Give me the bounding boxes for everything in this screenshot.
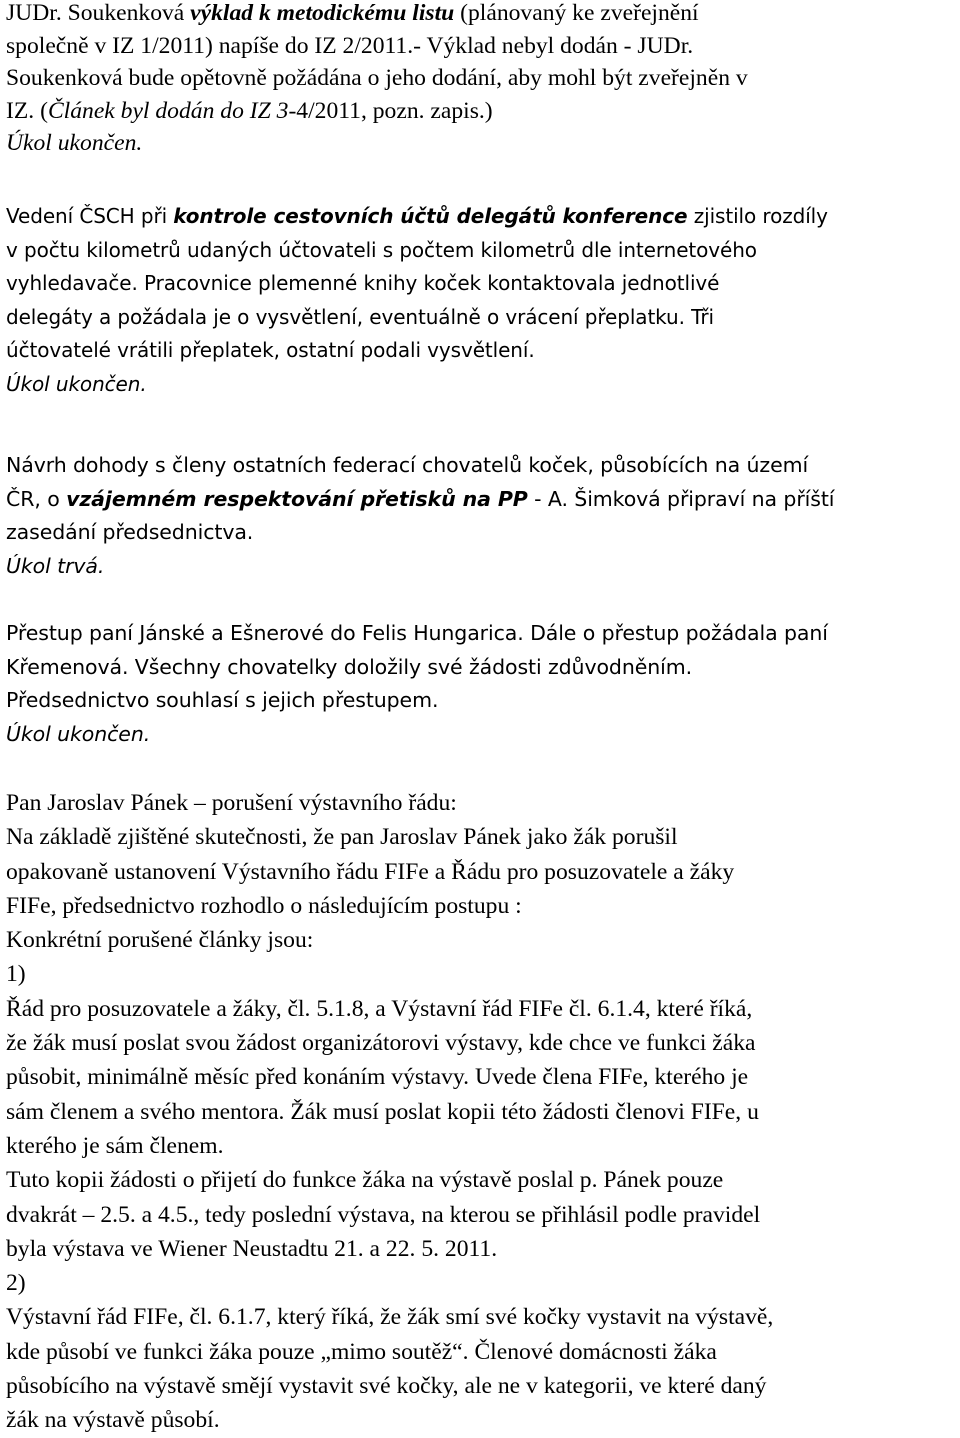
task-status: Úkol ukončen. bbox=[6, 721, 151, 746]
text-line: 1) bbox=[6, 961, 26, 988]
text-line bbox=[6, 95, 958, 128]
text-run: - A. Šimková připraví na příští bbox=[527, 486, 835, 511]
paragraph-travel-accounts bbox=[6, 200, 958, 401]
text-run: IZ. ( bbox=[6, 97, 48, 124]
emphasis-text: kontrole cestovních účtů delegátů konference bbox=[173, 204, 688, 228]
task-status: Úkol ukončen. bbox=[6, 130, 143, 156]
text-line: dvakrát – 2.5. a 4.5., tedy poslední výstava, na kterou se přihlásil podle pravidel bbox=[6, 1201, 761, 1228]
task-status: Úkol trvá. bbox=[6, 553, 105, 578]
text-line: Konkrétní porušené články jsou: bbox=[6, 927, 314, 954]
text-line: žák na výstavě působí. bbox=[6, 1407, 220, 1434]
text-line: FIFe, předsednictvo rozhodlo o následujícím postupu : bbox=[6, 892, 522, 919]
text-run: (plánovaný ke zveřejnění bbox=[454, 0, 699, 26]
text-line: sám členem a svého mentora. Žák musí poslat kopii této žádosti členovi FIFe, u bbox=[6, 1098, 759, 1125]
text-line: kde působí ve funkci žáka pouze „mimo soutěž“. Členové domácnosti žáka bbox=[6, 1338, 717, 1365]
text-run: JUDr. Soukenková bbox=[6, 0, 191, 26]
text-line: opakovaně ustanovení Výstavního řádu FIFe a Řádu pro posuzovatele a žáky bbox=[6, 858, 735, 885]
text-line: působit, minimálně měsíc před konáním výstavy. Uvede člena FIFe, kterého je bbox=[6, 1064, 749, 1091]
text-line: účtovatelé vrátili přeplatek, ostatní podali vysvětlení. bbox=[6, 338, 535, 362]
text-line: Tuto kopii žádosti o přijetí do funkce žáka na výstavě poslal p. Pánek pouze bbox=[6, 1167, 724, 1194]
emphasis-text: vzájemném respektování přetisků na PP bbox=[66, 486, 528, 511]
paragraph-transfer bbox=[6, 617, 958, 751]
text-line: delegáty a požádala je o vysvětlení, eventuálně o vrácení přeplatku. Tři bbox=[6, 304, 714, 329]
text-line: Řád pro posuzovatele a žáky, čl. 5.1.8, a Výstavní řád FIFe čl. 6.1.4, které říká, bbox=[6, 995, 753, 1022]
text-line: Předsednictvo souhlasí s jejich přestupem. bbox=[6, 688, 439, 712]
text-line: zasedání předsednictva. bbox=[6, 520, 254, 544]
text-run: Vedení ČSCH při bbox=[6, 204, 174, 228]
text-line: vyhledavače. Pracovnice plemenné knihy koček kontaktovala jednotlivé bbox=[6, 271, 720, 295]
text-line: v počtu kilometrů udaných účtovateli s počtem kilometrů dle internetového bbox=[6, 237, 757, 262]
task-status: Úkol ukončen. bbox=[6, 371, 147, 396]
text-line: byla výstava ve Wiener Neustadtu 21. a 22. 5. 2011. bbox=[6, 1235, 498, 1262]
text-run: ČR, o bbox=[6, 486, 67, 511]
text-line: Výstavní řád FIFe, čl. 6.1.7, který říká, že žák smí své kočky vystavit na výstavě, bbox=[6, 1304, 774, 1331]
text-line: působícího na výstavě smějí vystavit své kočky, ale ne v kategorii, ve které daný bbox=[6, 1373, 767, 1400]
text-line: kterého je sám členem. bbox=[6, 1132, 224, 1159]
text-line bbox=[6, 200, 958, 234]
text-line: společně v IZ 1/2011) napíše do IZ 2/2011.- Výklad nebyl dodán - JUDr. bbox=[6, 32, 694, 59]
text-run: -4/2011, pozn. zapis.) bbox=[288, 97, 493, 124]
paragraph-federation-agreement bbox=[6, 449, 958, 583]
italic-text: Článek byl dodán do IZ 3 bbox=[47, 97, 289, 124]
text-line: Pan Jaroslav Pánek – porušení výstavního řádu: bbox=[6, 790, 457, 816]
text-line bbox=[6, 0, 958, 30]
text-run: zjistilo rozdíly bbox=[687, 204, 828, 228]
text-line: Soukenková bude opětovně požádána o jeho dodání, aby mohl být zveřejněn v bbox=[6, 65, 748, 91]
text-line: Křemenová. Všechny chovatelky doložily své žádosti zdůvodněním. bbox=[6, 654, 693, 679]
text-line: 2) bbox=[6, 1270, 26, 1297]
text-line: Přestup paní Jánské a Ešnerové do Felis Hungarica. Dále o přestup požádala paní bbox=[6, 621, 828, 645]
text-line: Návrh dohody s členy ostatních federací chovatelů koček, působících na území bbox=[6, 453, 809, 477]
emphasis-text: výklad k metodickému listu bbox=[190, 0, 455, 26]
text-line bbox=[6, 483, 958, 517]
text-line: Na základě zjištěné skutečnosti, že pan Jaroslav Pánek jako žák porušil bbox=[6, 824, 678, 851]
paragraph-methodical-sheet bbox=[6, 0, 958, 160]
paragraph-exhibition-rule-violation bbox=[6, 786, 958, 1438]
text-line: že žák musí poslat svou žádost organizátorovi výstavy, kde chce ve funkci žáka bbox=[6, 1030, 756, 1057]
